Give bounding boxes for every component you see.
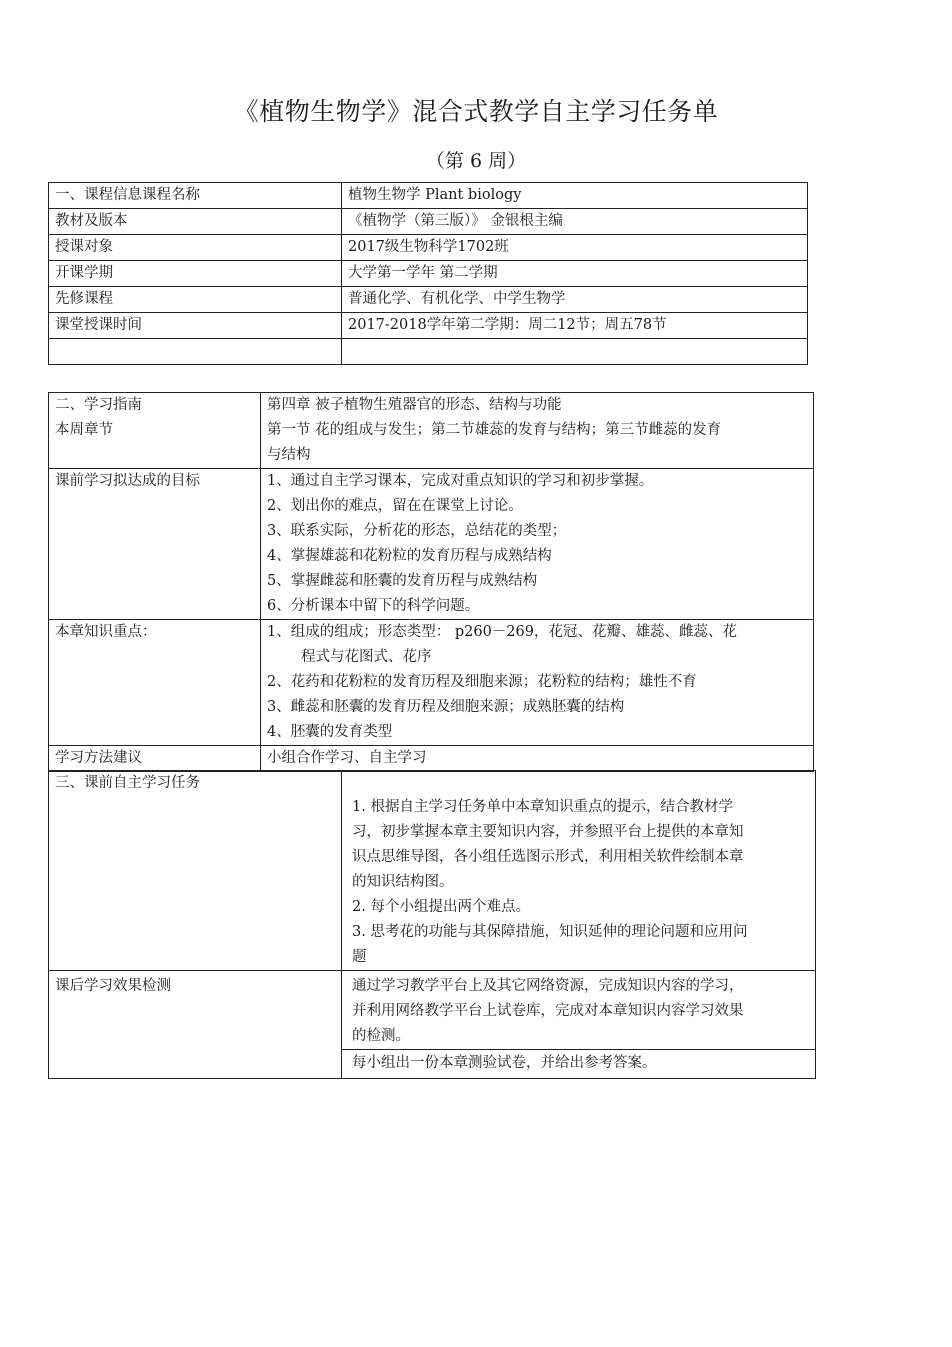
chapter-content-cell: [261, 393, 814, 469]
page-title: 《植物生物学》混合式教学自主学习任务单: [233, 97, 719, 126]
semester-value: 大学第一学年 第二学期: [342, 261, 808, 287]
tasks-section-label: 三、课前自主学习任务: [49, 771, 342, 971]
course-name-label: 一、课程信息课程名称: [49, 183, 342, 209]
check-content-cell: [342, 971, 816, 1050]
course-name-value: 植物生物学 Plant biology: [342, 183, 808, 209]
tasks-table: [48, 770, 816, 1079]
chapter-label: 本周章节: [55, 422, 113, 438]
goal-item: 1、通过自主学习课本，完成对重点知识的学习和初步掌握。: [267, 473, 654, 489]
table-row: [49, 339, 808, 365]
check-line: 并利用网络教学平台上试卷库，完成对本章知识内容学习效果: [352, 1003, 744, 1019]
empty-cell: [342, 339, 808, 365]
keypoints-label: 本章知识重点：: [49, 620, 261, 746]
table-row: [49, 746, 814, 772]
keypoint-item: 2、花药和花粉粒的发育历程及细胞来源；花粉粒的结构；雄性不育: [267, 674, 697, 690]
textbook-label: 教材及版本: [49, 209, 342, 235]
task-line: 习，初步掌握本章主要知识内容，并参照平台上提供的本章知: [352, 824, 744, 840]
table-row: [49, 771, 816, 971]
week-subtitle: （第 6 周）: [425, 150, 527, 172]
goal-item: 3、联系实际，分析花的形态，总结花的类型；: [267, 523, 567, 539]
chapter-line: 第四章 被子植物生殖器官的形态、结构与功能: [267, 397, 562, 413]
table-row: [49, 183, 808, 209]
keypoint-item: 程式与花图式、花序: [301, 649, 432, 665]
method-value: 小组合作学习、自主学习: [261, 746, 814, 772]
course-info-table: [48, 182, 808, 365]
goal-item: 5、掌握雌蕊和胚囊的发育历程与成熟结构: [267, 573, 538, 589]
table-row: [49, 261, 808, 287]
check-extra: 每小组出一份本章测验试卷，并给出参考答案。: [342, 1050, 816, 1079]
textbook-value: 《植物学（第三版）》 金银根主编: [342, 209, 808, 235]
goal-item: 6、分析课本中留下的科学问题。: [267, 598, 480, 614]
table-row: [49, 620, 814, 746]
table-row: [49, 209, 808, 235]
study-guide-table: [48, 392, 814, 772]
table-row: [49, 313, 808, 339]
task-line: 2. 每个小组提出两个难点。: [352, 899, 530, 915]
spacer: [352, 771, 807, 795]
task-line: 题: [352, 949, 367, 965]
goal-item: 2、划出你的难点，留在在课堂上讨论。: [267, 498, 523, 514]
check-line: 的检测。: [352, 1028, 410, 1044]
keypoint-item: 1、组成的组成；形态类型： p260－269，花冠、花瓣、雄蕊、雌蕊、花: [267, 624, 737, 640]
audience-label: 授课对象: [49, 235, 342, 261]
keypoint-item: 3、雌蕊和胚囊的发育历程及细胞来源；成熟胚囊的结构: [267, 699, 625, 715]
table-row: [49, 393, 814, 469]
goals-label: 课前学习拟达成的目标: [49, 469, 261, 620]
goals-cell: [261, 469, 814, 620]
chapter-label-cell: [49, 393, 261, 469]
check-line: 通过学习教学平台上及其它网络资源，完成知识内容的学习，: [352, 978, 744, 994]
keypoint-item: 4、胚囊的发育类型: [267, 724, 393, 740]
table-row: [49, 287, 808, 313]
prerequisite-label: 先修课程: [49, 287, 342, 313]
tasks-content-cell: [342, 771, 816, 971]
chapter-line: 第一节 花的组成与发生；第二节雄蕊的发育与结构；第三节雌蕊的发育: [267, 422, 722, 438]
keypoints-cell: [261, 620, 814, 746]
table-row: [49, 235, 808, 261]
check-label: 课后学习效果检测: [49, 971, 342, 1079]
task-line: 3. 思考花的功能与其保障措施，知识延伸的理论问题和应用问: [352, 924, 748, 940]
method-label: 学习方法建议: [49, 746, 261, 772]
task-line: 1. 根据自主学习任务单中本章知识重点的提示，结合教材学: [352, 799, 733, 815]
table-row: [49, 971, 816, 1050]
table-row: [49, 469, 814, 620]
chapter-line: 与结构: [267, 447, 311, 463]
prerequisite-value: 普通化学、有机化学、中学生物学: [342, 287, 808, 313]
empty-cell: [49, 339, 342, 365]
task-line: 识点思维导图，各小组任选图示形式，利用相关软件绘制本章: [352, 849, 744, 865]
class-time-value: 2017-2018学年第二学期：周二12节；周五78节: [342, 313, 808, 339]
class-time-label: 课堂授课时间: [49, 313, 342, 339]
goal-item: 4、掌握雄蕊和花粉粒的发育历程与成熟结构: [267, 548, 552, 564]
audience-value: 2017级生物科学1702班: [342, 235, 808, 261]
task-line: 的知识结构图。: [352, 874, 454, 890]
section-label: 二、学习指南: [55, 397, 142, 413]
semester-label: 开课学期: [49, 261, 342, 287]
